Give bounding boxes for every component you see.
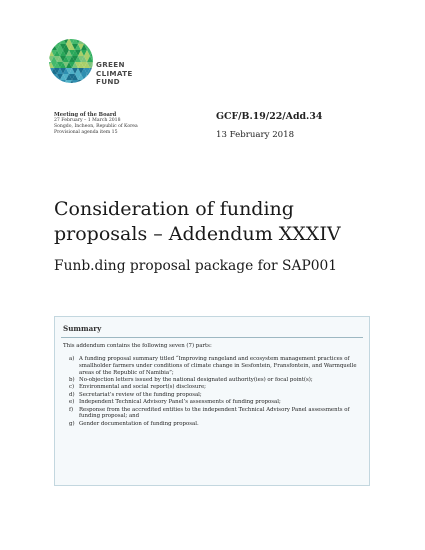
page-title — [54, 197, 374, 247]
list-item — [63, 356, 365, 376]
globe-tile — [93, 68, 94, 74]
document-id: GCF/B.19/22/Add.34 — [216, 111, 323, 122]
globe-tile — [93, 80, 94, 84]
globe-tile — [48, 74, 54, 80]
globe-tile — [48, 38, 51, 44]
globe-tile — [87, 74, 93, 80]
green-climate-fund-logo — [48, 38, 178, 98]
globe-tile — [87, 38, 93, 44]
globe-tile — [90, 68, 94, 74]
list-marker: c) — [69, 384, 75, 391]
globe-tile — [90, 44, 94, 50]
list-item-text: Independent Technical Advisory Panel’s assessments of funding proposal; — [79, 399, 281, 406]
globe-tile — [54, 38, 60, 44]
logo-word-1: GREEN — [96, 60, 125, 69]
list-item-text: Environmental and social report(s) disclosure; — [79, 384, 206, 391]
logo-wordmark — [96, 61, 133, 87]
list-item-text: No-objection letters issued by the national designated authority(ies) or focal point(s); — [79, 376, 313, 383]
globe-tile — [51, 80, 57, 84]
globe-tile — [84, 80, 90, 84]
globe-tile — [93, 44, 94, 50]
globe-icon — [48, 38, 94, 84]
logo-word-2: CLIMATE — [96, 68, 133, 78]
globe-tile — [93, 56, 94, 62]
globe-tile — [78, 80, 84, 84]
meeting-info — [54, 112, 204, 136]
list-item — [63, 384, 365, 391]
list-marker: e) — [69, 399, 75, 406]
meeting-location: Songdo, Incheon, Republic of Korea — [54, 124, 138, 129]
list-item-text: Secretariat’s review of the funding proposal; — [79, 391, 202, 398]
globe-tile — [48, 38, 54, 44]
list-marker: a) — [69, 356, 75, 362]
globe-tile — [90, 74, 94, 80]
page-subtitle: Funb.ding proposal package for SAP001 — [54, 258, 338, 274]
document-date: 13 February 2018 — [216, 130, 295, 140]
globe-tile — [51, 38, 57, 44]
list-item — [63, 421, 365, 428]
meeting-title: Meeting of the Board — [54, 112, 117, 118]
title-line-1: Consideration of funding — [54, 198, 294, 220]
list-item-text: Gender documentation of funding proposal. — [79, 420, 199, 427]
meeting-agenda-item: Provisional agenda item 15 — [54, 130, 118, 135]
globe-tile — [81, 80, 87, 84]
summary-intro: This addendum contains the following seven (7) parts: — [63, 343, 212, 349]
list-marker: g) — [69, 420, 75, 427]
globe-tile — [90, 80, 94, 84]
list-marker: f) — [69, 406, 74, 413]
logo-word-3: FUND — [96, 77, 120, 86]
summary-heading: Summary — [63, 324, 102, 333]
list-marker: b) — [69, 376, 75, 383]
meeting-dates: 27 February – 1 March 2018 — [54, 118, 121, 123]
globe-tile — [48, 80, 54, 84]
list-item-text: Response from the accredited entities to the independent Technical Advisory Panel assessments of funding proposal; and — [79, 406, 350, 420]
list-item-text: A funding proposal summary titled “Improving rangeland and ecosystem management practices of smallholder farmers under conditions of climate change in Sesfontein, Fransfontein, and Warmquelle areas of the Republic of Namibia”; — [79, 356, 357, 376]
summary-box — [54, 316, 370, 486]
list-marker: d) — [69, 391, 75, 398]
list-item — [63, 392, 365, 399]
list-item — [63, 407, 365, 421]
globe-tile — [84, 38, 90, 44]
summary-divider — [61, 337, 363, 338]
summary-list — [63, 356, 365, 428]
globe-tile — [48, 74, 51, 80]
globe-tile — [87, 80, 93, 84]
list-item — [63, 377, 365, 384]
globe-tile — [90, 38, 94, 44]
title-line-2: proposals – Addendum XXXIV — [54, 223, 341, 245]
globe-tile — [54, 80, 60, 84]
list-item — [63, 399, 365, 406]
